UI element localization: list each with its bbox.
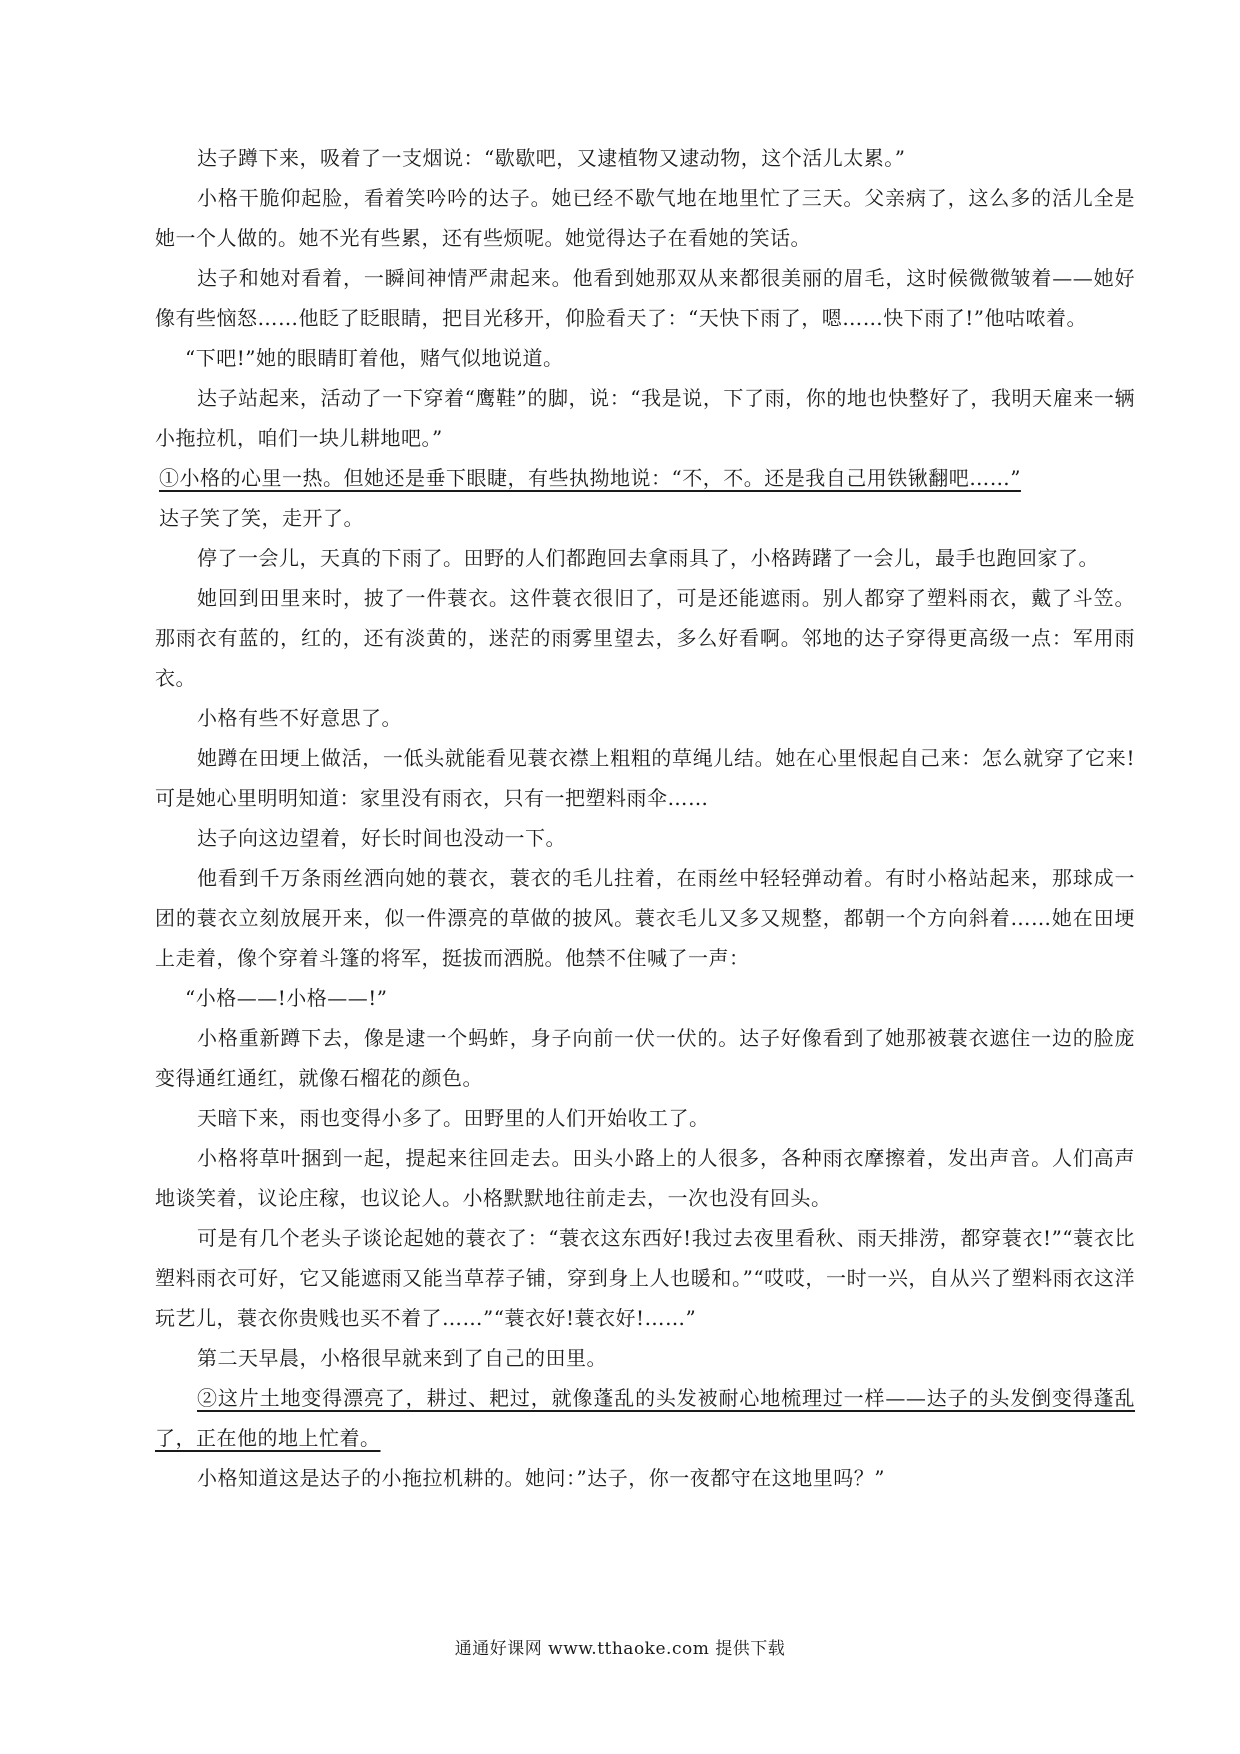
paragraph-17: 小格将草叶捆到一起，提起来往回走去。田头小路上的人很多，各种雨衣摩擦着，发出声音。人们高声地谈笑着，议论庄稼，也议论人。小格默默地往前走去，一次也没有回头。 — [155, 1146, 1135, 1210]
paragraph-7: 达子笑了笑，走开了。 — [159, 506, 364, 530]
underlined-text-1: ①小格的心里一热。但她还是垂下眼睫，有些执拗地说：“不，不。还是我自己用铁锹翻吧……” — [159, 466, 1021, 490]
paragraph-9: 她回到田里来时，披了一件蓑衣。这件蓑衣很旧了，可是还能遮雨。别人都穿了塑料雨衣，戴了斗笠。那雨衣有蓝的，红的，还有淡黄的，迷茫的雨雾里望去，多么好看啊。邻地的达子穿得更高级一点：军用雨衣。 — [155, 586, 1135, 690]
paragraph-5: 达子站起来，活动了一下穿着“鹰鞋”的脚，说：“我是说，下了雨，你的地也快整好了，我明天雇来一辆小拖拉机，咱们一块儿耕地吧。” — [155, 386, 1135, 450]
paragraph-21: 小格知道这是达子的小拖拉机耕的。她问：”达子，你一夜都守在这地里吗？” — [197, 1466, 885, 1490]
underlined-text-2: ②这片土地变得漂亮了，耕过、耙过，就像蓬乱的头发被耐心地梳理过一样——达子的头发倒变得蓬乱了，正在他的地上忙着。 — [155, 1386, 1135, 1450]
paragraph-12: 达子向这边望着，好长时间也没动一下。 — [197, 826, 566, 850]
paragraph-13: 他看到千万条雨丝洒向她的蓑衣，蓑衣的毛儿拄着，在雨丝中轻轻弹动着。有时小格站起来，那球成一团的蓑衣立刻放展开来，似一件漂亮的草做的披风。蓑衣毛儿又多又规整，都朝一个方向斜着……她在田埂上走着，像个穿着斗篷的将军，挺拔而洒脱。他禁不住喊了一声： — [155, 866, 1135, 970]
paragraph-4: “下吧!”她的眼睛盯着他，赌气似地说道。 — [185, 346, 564, 370]
paragraph-11: 她蹲在田埂上做活，一低头就能看见蓑衣襟上粗粗的草绳儿结。她在心里恨起自己来：怎么就穿了它来!可是她心里明明知道：家里没有雨衣，只有一把塑料雨伞…… — [155, 746, 1135, 810]
paragraph-15: 小格重新蹲下去，像是逮一个蚂蚱，身子向前一伏一伏的。达子好像看到了她那被蓑衣遮住一边的脸庞变得通红通红，就像石榴花的颜色。 — [155, 1026, 1135, 1090]
paragraph-1: 达子蹲下来，吸着了一支烟说：“歇歇吧，又逮植物又逮动物，这个活儿太累。” — [197, 146, 906, 170]
paragraph-16: 天暗下来，雨也变得小多了。田野里的人们开始收工了。 — [197, 1106, 710, 1130]
paragraph-8: 停了一会儿，天真的下雨了。田野的人们都跑回去拿雨具了，小格踌躇了一会儿，最手也跑回家了。 — [197, 546, 1099, 570]
underlined-sentence-2 — [155, 1378, 1135, 1458]
paragraph-2: 小格干脆仰起脸，看着笑吟吟的达子。她已经不歇气地在地里忙了三天。父亲病了，这么多的活儿全是她一个人做的。她不光有些累，还有些烦呢。她觉得达子在看她的笑话。 — [155, 186, 1135, 250]
underlined-sentence-1 — [155, 458, 1135, 498]
paragraph-14: “小格——!小格——!” — [185, 986, 388, 1010]
page-footer: 通通好课网 www.tthaoke.com 提供下载 — [454, 1639, 786, 1659]
paragraph-3: 达子和她对看着，一瞬间神情严肃起来。他看到她那双从来都很美丽的眉毛，这时候微微皱着——她好像有些恼怒……他眨了眨眼睛，把目光移开，仰脸看天了：“天快下雨了，嗯……快下雨了!”他咕哝着。 — [155, 266, 1135, 330]
paragraph-10: 小格有些不好意思了。 — [197, 706, 402, 730]
paragraph-19: 第二天早晨，小格很早就来到了自己的田里。 — [197, 1346, 607, 1370]
story-body — [155, 138, 1135, 1498]
paragraph-18: 可是有几个老头子谈论起她的蓑衣了：“蓑衣这东西好!我过去夜里看秋、雨天排涝，都穿蓑衣!”“蓑衣比塑料雨衣可好，它又能遮雨又能当草荐子铺，穿到身上人也暖和。”“哎哎，一时一兴，自从兴了塑料雨衣这洋玩艺儿，蓑衣你贵贱也买不着了……”“蓑衣好!蓑衣好!……” — [155, 1226, 1135, 1330]
